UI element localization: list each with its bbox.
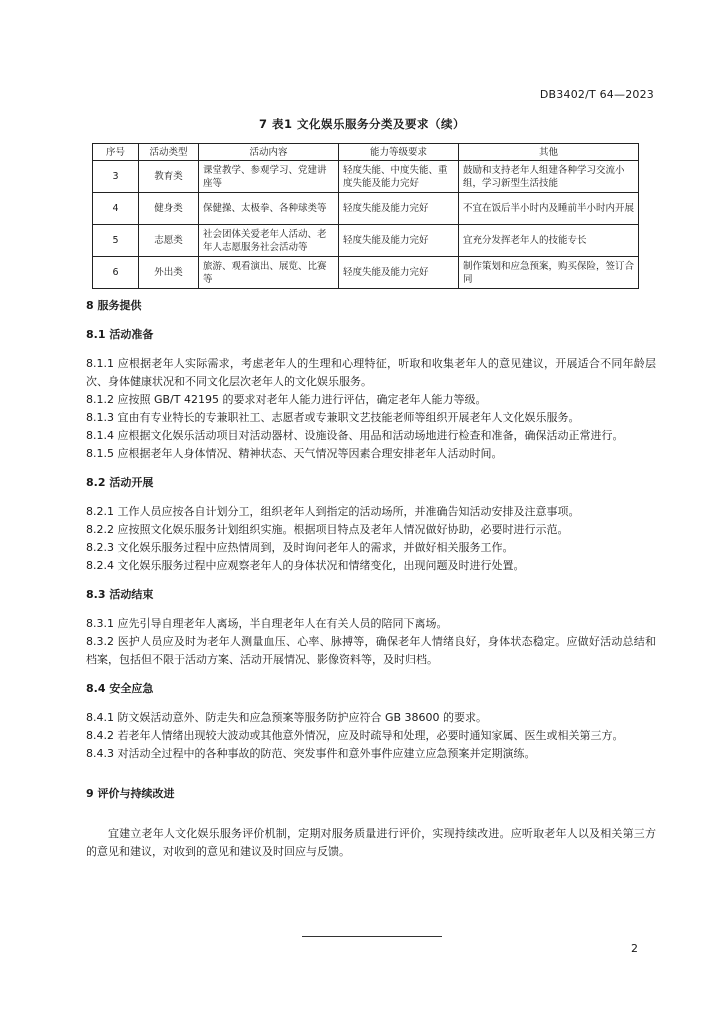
cell-no: 6 <box>93 257 139 289</box>
col-header-ability: 能力等级要求 <box>339 144 459 161</box>
table-row <box>93 257 639 289</box>
col-header-content: 活动内容 <box>199 144 339 161</box>
clause-8-2-3: 8.2.3 文化娱乐服务过程中应热情周到，及时询问老年人的需求，并做好相关服务工作。 <box>86 541 514 554</box>
clause-8-4-2: 8.4.2 若老年人情绪出现较大波动或其他意外情况，应及时疏导和处理，必要时通知家属、医生或相关第三方。 <box>86 729 624 742</box>
cell-type: 外出类 <box>139 257 199 289</box>
section-8-3-heading: 8.3 活动结束 <box>86 588 154 601</box>
col-header-type: 活动类型 <box>139 144 199 161</box>
cell-other: 鼓励和支持老年人组建各种学习交流小组，学习新型生活技能 <box>459 161 639 193</box>
service-category-table <box>92 143 639 289</box>
table-title: 7 表1 文化娱乐服务分类及要求（续） <box>258 117 465 131</box>
clause-8-1-4: 8.1.4 应根据文化娱乐活动项目对活动器材、设施设备、用品和活动场地进行检查和准备，确保活动正常进行。 <box>86 429 624 442</box>
document-body <box>86 297 656 861</box>
cell-no: 3 <box>93 161 139 193</box>
cell-other: 宜充分发挥老年人的技能专长 <box>459 225 639 257</box>
clause-8-3-2: 8.3.2 医护人员应及时为老年人测量血压、心率、脉搏等，确保老年人情绪良好，身体状态稳定。应做好活动总结和档案，包括但不限于活动方案、活动开展情况、影像资料等，及时归档。 <box>86 635 656 666</box>
cell-content: 课堂教学、参观学习、党建讲座等 <box>199 161 339 193</box>
table-row <box>93 225 639 257</box>
cell-type: 健身类 <box>139 193 199 225</box>
clause-8-1-1: 8.1.1 应根据老年人实际需求，考虑老年人的生理和心理特征，听取和收集老年人的意见建议，开展适合不同年龄层次、身体健康状况和不同文化层次老年人的文化娱乐服务。 <box>86 357 656 388</box>
section-8-heading: 8 服务提供 <box>86 299 142 312</box>
table-row <box>93 193 639 225</box>
clause-8-3-1: 8.3.1 应先引导自理老年人离场，半自理老年人在有关人员的陪同下离场。 <box>86 617 448 630</box>
section-9-heading: 9 评价与持续改进 <box>86 787 175 800</box>
table-row <box>93 161 639 193</box>
section-8-2-heading: 8.2 活动开展 <box>86 476 154 489</box>
clause-8-2-2: 8.2.2 应按照文化娱乐服务计划组织实施。根据项目特点及老年人情况做好协助，必要时进行示范。 <box>86 523 569 536</box>
cell-type: 教育类 <box>139 161 199 193</box>
clause-8-4-3: 8.4.3 对活动全过程中的各种事故的防范、突发事件和意外事件应建立应急预案并定期演练。 <box>86 747 536 760</box>
cell-ability: 轻度失能及能力完好 <box>339 257 459 289</box>
cell-other: 不宜在饭后半小时内及睡前半小时内开展 <box>459 193 639 225</box>
col-header-other: 其他 <box>459 144 639 161</box>
clause-8-1-3: 8.1.3 宜由有专业特长的专兼职社工、志愿者或专兼职文艺技能老师等组织开展老年人文化娱乐服务。 <box>86 411 580 424</box>
cell-no: 4 <box>93 193 139 225</box>
col-header-no: 序号 <box>93 144 139 161</box>
page-number: 2 <box>631 942 638 955</box>
clause-8-2-4: 8.2.4 文化娱乐服务过程中应观察老年人的身体状况和情绪变化，出现问题及时进行处置。 <box>86 559 525 572</box>
cell-content: 旅游、观看演出、展览、比赛等 <box>199 257 339 289</box>
clause-8-1-5: 8.1.5 应根据老年人身体情况、精神状态、天气情况等因素合理安排老年人活动时间。 <box>86 447 503 460</box>
cell-ability: 轻度失能及能力完好 <box>339 193 459 225</box>
cell-no: 5 <box>93 225 139 257</box>
section-9-body: 宜建立老年人文化娱乐服务评价机制，定期对服务质量进行评价，实现持续改进。应听取老年人以及相关第三方的意见和建议，对收到的意见和建议及时回应与反馈。 <box>86 827 656 858</box>
cell-ability: 轻度失能及能力完好 <box>339 225 459 257</box>
cell-content: 保健操、太极拳、各种球类等 <box>199 193 339 225</box>
table-header-row <box>93 144 639 161</box>
clause-8-2-1: 8.2.1 工作人员应按各自计划分工，组织老年人到指定的活动场所，并准确告知活动安排及注意事项。 <box>86 505 580 518</box>
section-8-1-heading: 8.1 活动准备 <box>86 328 154 341</box>
footer-divider <box>302 936 442 937</box>
cell-content: 社会团体关爱老年人活动、老年人志愿服务社会活动等 <box>199 225 339 257</box>
section-8-4-heading: 8.4 安全应急 <box>86 682 154 695</box>
cell-type: 志愿类 <box>139 225 199 257</box>
clause-8-1-2: 8.1.2 应按照 GB/T 42195 的要求对老年人能力进行评估，确定老年人能力等级。 <box>86 393 487 406</box>
cell-ability: 轻度失能、中度失能、重度失能及能力完好 <box>339 161 459 193</box>
clause-8-4-1: 8.4.1 防文娱活动意外、防走失和应急预案等服务防护应符合 GB 38600 的要求。 <box>86 711 488 724</box>
cell-other: 制作策划和应急预案，购买保险，签订合同 <box>459 257 639 289</box>
standard-number: DB3402/T 64—2023 <box>539 88 654 101</box>
